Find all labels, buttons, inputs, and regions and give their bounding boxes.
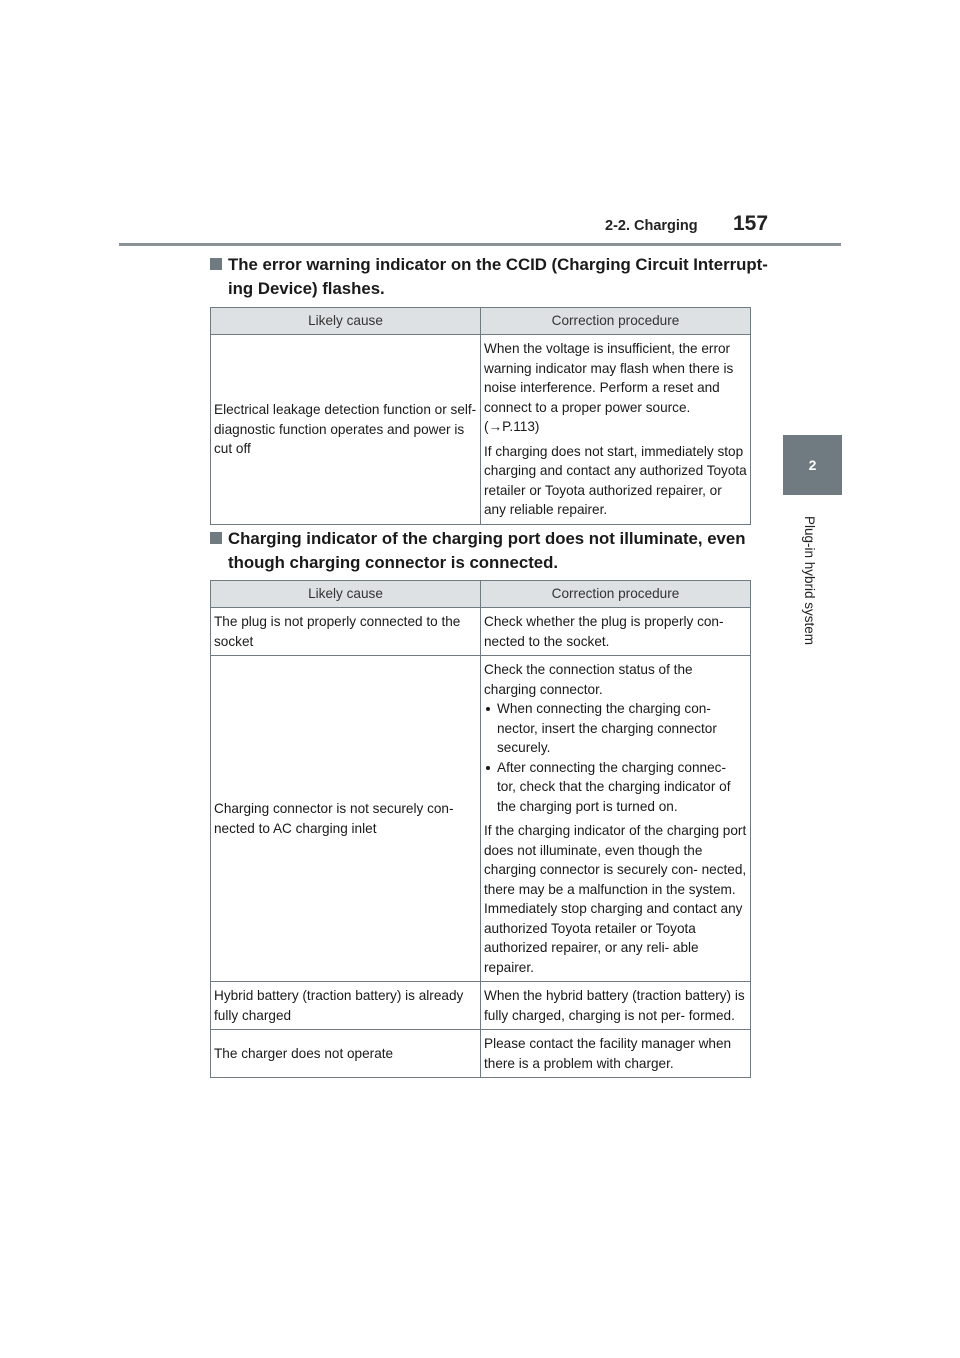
correction-cell: Check whether the plug is properly con- nected to the socket. <box>481 608 751 656</box>
section-heading-text: The error warning indicator on the CCID (Charging Circuit Interrupt- ing Device) flashes. <box>228 255 768 298</box>
chapter-number: 2 <box>808 457 817 473</box>
chapter-label <box>800 505 820 655</box>
likely-cause-cell: The charger does not operate <box>211 1030 481 1078</box>
likely-cause-cell: Electrical leakage detection function or self-diagnostic function operates and power is cut off <box>211 335 481 525</box>
correction-cell: Please contact the facility manager when there is a problem with charger. <box>481 1030 751 1078</box>
section-label: 2-2. Charging <box>605 218 698 234</box>
bullet-item: After connecting the charging connec- tor, check that the charging indicator of the charging port is turned on. <box>484 758 747 817</box>
ccid-troubleshooting-table <box>210 307 751 525</box>
chapter-label-text: Plug-in hybrid system <box>802 515 818 645</box>
column-header: Likely cause <box>211 581 481 608</box>
correction-paragraph: If the charging indicator of the charging port does not illuminate, even though the charging connector is securely con- nected, there may be a malfunction in the system. Immediately stop charging and contact any authorized Toyota retailer or Toyota authorized repairer, or any reli- able repairer. <box>484 823 747 975</box>
correction-intro: Check the connection status of the charging connector. <box>484 662 693 697</box>
table-row <box>211 656 751 982</box>
table-header-row <box>211 308 751 335</box>
correction-cell: When the hybrid battery (traction battery) is fully charged, charging is not per- formed. <box>481 982 751 1030</box>
square-bullet-icon <box>210 258 222 270</box>
correction-paragraph: When the voltage is insufficient, the error warning indicator may flash when there is noise interference. Perform a reset and connect to a proper power source. (→P.113) <box>484 341 734 434</box>
header-divider <box>119 243 841 246</box>
chapter-tab <box>783 435 842 495</box>
square-bullet-icon <box>210 532 222 544</box>
table-row <box>211 608 751 656</box>
charging-indicator-troubleshooting-table <box>210 580 751 1078</box>
section-heading-ccid <box>210 253 770 301</box>
page-number: 157 <box>733 212 769 235</box>
correction-paragraph <box>484 660 747 816</box>
likely-cause-cell: The plug is not properly connected to the socket <box>211 608 481 656</box>
correction-paragraph: If charging does not start, immediately stop charging and contact any authorized Toyota retailer or Toyota authorized repairer, or any reliable repairer. <box>484 443 747 517</box>
section-heading-text: Charging indicator of the charging port does not illuminate, even though charging connector is connected. <box>228 529 746 572</box>
column-header: Correction procedure <box>481 581 751 608</box>
column-header: Correction procedure <box>481 308 751 335</box>
table-row <box>211 1030 751 1078</box>
correction-cell <box>481 335 751 525</box>
table-row <box>211 335 751 525</box>
likely-cause-cell: Hybrid battery (traction battery) is already fully charged <box>211 982 481 1030</box>
table-header-row <box>211 581 751 608</box>
bullet-item: When connecting the charging con- nector, insert the charging connector securely. <box>484 699 747 758</box>
likely-cause-cell: Charging connector is not securely con- nected to AC charging inlet <box>211 656 481 982</box>
correction-cell <box>481 656 751 982</box>
column-header: Likely cause <box>211 308 481 335</box>
table-row <box>211 982 751 1030</box>
section-heading-charging-indicator <box>210 527 770 575</box>
